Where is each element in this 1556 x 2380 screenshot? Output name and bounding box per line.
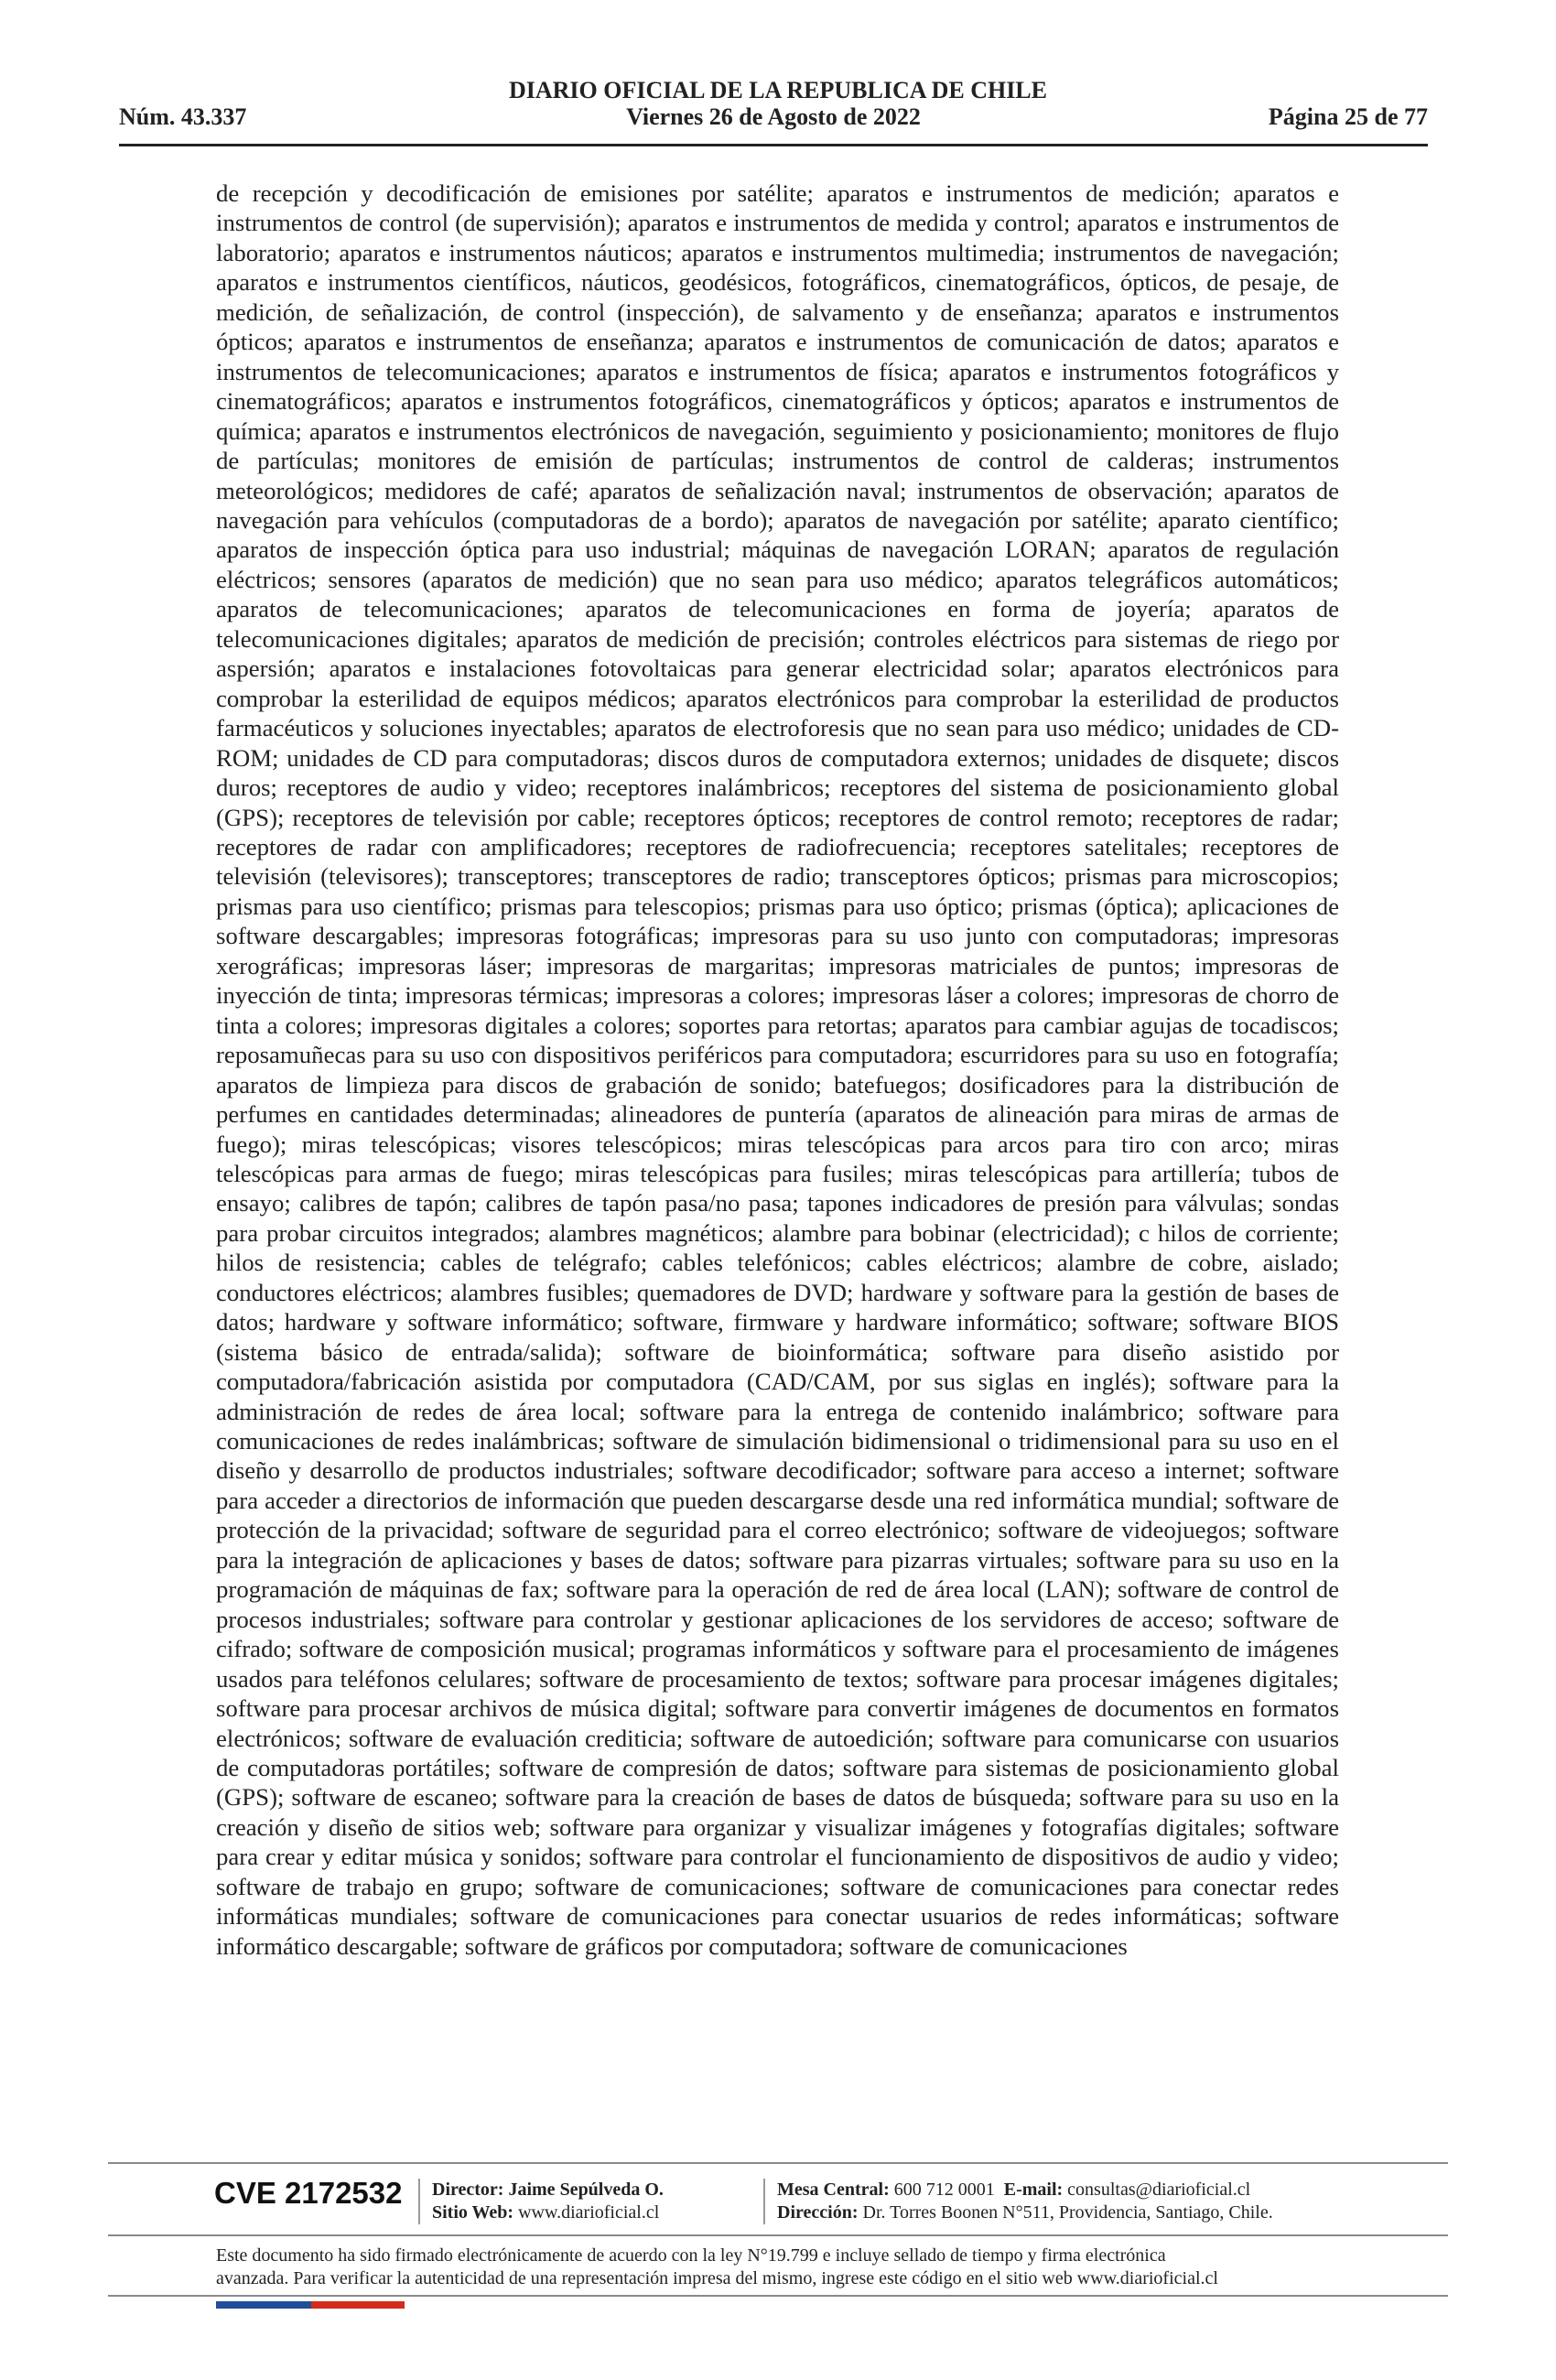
issue-date: Viernes 26 de Agosto de 2022 (626, 103, 921, 130)
footer-separator (763, 2179, 765, 2224)
footer-divider-bottom (108, 2295, 1448, 2297)
footer-divider-middle (108, 2234, 1448, 2236)
mesa-label: Mesa Central: (777, 2180, 890, 2200)
footer-separator (418, 2179, 420, 2224)
email-label: E-mail: (1003, 2180, 1064, 2200)
mesa-phone: 600 712 0001 (893, 2180, 995, 2200)
issue-number: Núm. 43.337 (119, 103, 247, 130)
site-link[interactable]: www.diarioficial.cl (518, 2202, 660, 2223)
address-label: Dirección: (777, 2202, 859, 2223)
page-number: Página 25 de 77 (1268, 103, 1428, 130)
header-divider (119, 144, 1428, 146)
legal-notice (216, 2245, 1369, 2290)
footer-contact-block (777, 2179, 1273, 2224)
site-label: Sitio Web: (432, 2202, 514, 2223)
legal-notice-line: avanzada. Para verificar la autenticidad de una representación impresa del mismo, ingrese este código en el sitio web www.diarioficial.cl (216, 2268, 1218, 2288)
newspaper-title: DIARIO OFICIAL DE LA REPUBLICA DE CHILE (508, 77, 1047, 103)
flag-red-segment (311, 2301, 405, 2309)
flag-blue-segment (216, 2301, 311, 2309)
cve-code: CVE 2172532 (214, 2176, 403, 2210)
director-name: Jaime Sepúlveda O. (508, 2180, 664, 2200)
footer-director-block (432, 2179, 664, 2224)
header-row (119, 103, 1428, 135)
flag-stripe (216, 2301, 405, 2309)
footer-divider-top (108, 2162, 1448, 2164)
legal-notice-line: Este documento ha sido firmado electrónicamente de acuerdo con la ley N°19.799 e incluye sellado de tiempo y firma electrónica (216, 2245, 1166, 2266)
director-label: Director: (432, 2180, 504, 2200)
email-link[interactable]: consultas@diarioficial.cl (1067, 2180, 1251, 2200)
address-value: Dr. Torres Boonen N°511, Providencia, Santiago, Chile. (862, 2202, 1273, 2223)
body-paragraph: de recepción y decodificación de emisiones por satélite; aparatos e instrumentos de medición; aparatos e instrumentos de control (de supervisión); aparatos e instrumentos de medida y control; aparatos e instrumentos de laboratorio; aparatos e instrumentos náuticos; aparatos e instrumentos multimedia; instrumentos de navegación; aparatos e instrumentos científicos, náuticos, geodésicos, fotográficos, cinematográficos, ópticos, de pesaje, de medición, de señalización, de control (inspección), de salvamento y de enseñanza; aparatos e instrumentos ópticos; aparatos e instrumentos de enseñanza; aparatos e instrumentos de comunicación de datos; aparatos e instrumentos de telecomunicaciones; aparatos e instrumentos de física; aparatos e instrumentos fotográficos y cinematográficos; aparatos e instrumentos fotográficos, cinematográficos y ópticos; aparatos e instrumentos de química; aparatos e instrumentos electrónicos de navegación, seguimiento y posicionamiento; monitores de flujo de partículas; monitores de emisión de partículas; instrumentos de control de calderas; instrumentos meteorológicos; medidores de café; aparatos de señalización naval; instrumentos de observación; aparatos de navegación para vehículos (computadoras de a bordo); aparatos de navegación por satélite; aparato científico; aparatos de inspección óptica para uso industrial; máquinas de navegación LORAN; aparatos de regulación eléctricos; sensores (aparatos de medición) que no sean para uso médico; aparatos telegráficos automáticos; aparatos de telecomunicaciones; aparatos de telecomunicaciones en forma de joyería; aparatos de telecomunicaciones digitales; aparatos de medición de precisión; controles eléctricos para sistemas de riego por aspersión; aparatos e instalaciones fotovoltaicas para generar electricidad solar; aparatos electrónicos para comprobar la esterilidad de equipos médicos; aparatos electrónicos para comprobar la esterilidad de productos farmacéuticos y soluciones inyectables; aparatos de electroforesis que no sean para uso médico; unidades de CD-ROM; unidades de CD para computadoras; discos duros de computadora externos; unidades de disquete; discos duros; receptores de audio y video; receptores inalámbricos; receptores del sistema de posicionamiento global (GPS); receptores de televisión por cable; receptores ópticos; receptores de control remoto; receptores de radar; receptores de radar con amplificadores; receptores de radiofrecuencia; receptores satelitales; receptores de televisión (televisores); transceptores; transceptores de radio; transceptores ópticos; prismas para microscopios; prismas para uso científico; prismas para telescopios; prismas para uso óptico; prismas (óptica); aplicaciones de software descargables; impresoras fotográficas; impresoras para su uso junto con computadoras; impresoras xerográficas; impresoras láser; impresoras de margaritas; impresoras matriciales de puntos; impresoras de inyección de tinta; impresoras térmicas; impresoras a colores; impresoras láser a colores; impresoras de chorro de tinta a colores; impresoras digitales a colores; soportes para retortas; aparatos para cambiar agujas de tocadiscos; reposamuñecas para su uso con dispositivos periféricos para computadora; escurridores para su uso en fotografía; aparatos de limpieza para discos de grabación de sonido; batefuegos; dosificadores para la distribución de perfumes en cantidades determinadas; alineadores de puntería (aparatos de alineación para miras de armas de fuego); miras telescópicas; visores telescópicos; miras telescópicas para arcos para tiro con arco; miras telescópicas para armas de fuego; miras telescópicas para fusiles; miras telescópicas para artillería; tubos de ensayo; calibres de tapón; calibres de tapón pasa/no pasa; tapones indicadores de presión para válvulas; sondas para probar circuitos integrados; alambres magnéticos; alambre para bobinar (electricidad); c hilos de corriente; hilos de resistencia; cables de telégrafo; cables telefónicos; cables eléctricos; alambre de cobre, aislado; conductores eléctricos; alambres fusibles; quemadores de DVD; hardware y software para la gestión de bases de datos; hardware y software informático; software, firmware y hardware informático; software; software BIOS (sistema básico de entrada/salida); software de bioinformática; software para diseño asistido por computadora/fabricación asistida por computadora (CAD/CAM, por sus siglas en inglés); software para la administración de redes de área local; software para la entrega de contenido inalámbrico; software para comunicaciones de redes inalámbricas; software de simulación bidimensional o tridimensional para su uso en el diseño y desarrollo de productos industriales; software decodificador; software para acceso a internet; software para acceder a directorios de información que pueden descargarse desde una red informática mundial; software de protección de la privacidad; software de seguridad para el correo electrónico; software de videojuegos; software para la integración de aplicaciones y bases de datos; software para pizarras virtuales; software para su uso en la programación de máquinas de fax; software para la operación de red de área local (LAN); software de control de procesos industriales; software para controlar y gestionar aplicaciones de los servidores de acceso; software de cifrado; software de composición musical; programas informáticos y software para el procesamiento de imágenes usados para teléfonos celulares; software de procesamiento de textos; software para procesar imágenes digitales; software para procesar archivos de música digital; software para convertir imágenes de documentos en formatos electrónicos; software de evaluación crediticia; software de autoedición; software para comunicarse con usuarios de computadoras portátiles; software de compresión de datos; software para sistemas de posicionamiento global (GPS); software de escaneo; software para la creación de bases de datos de búsqueda; software para su uso en la creación y diseño de sitios web; software para organizar y visualizar imágenes y fotografías digitales; software para crear y editar música y sonidos; software para controlar el funcionamiento de dispositivos de audio y video; software de trabajo en grupo; software de comunicaciones; software de comunicaciones para conectar redes informáticas mundiales; software de comunicaciones para conectar usuarios de redes informáticas; software informático descargable; software de gráficos por computadora; software de comunicaciones (216, 179, 1339, 1960)
